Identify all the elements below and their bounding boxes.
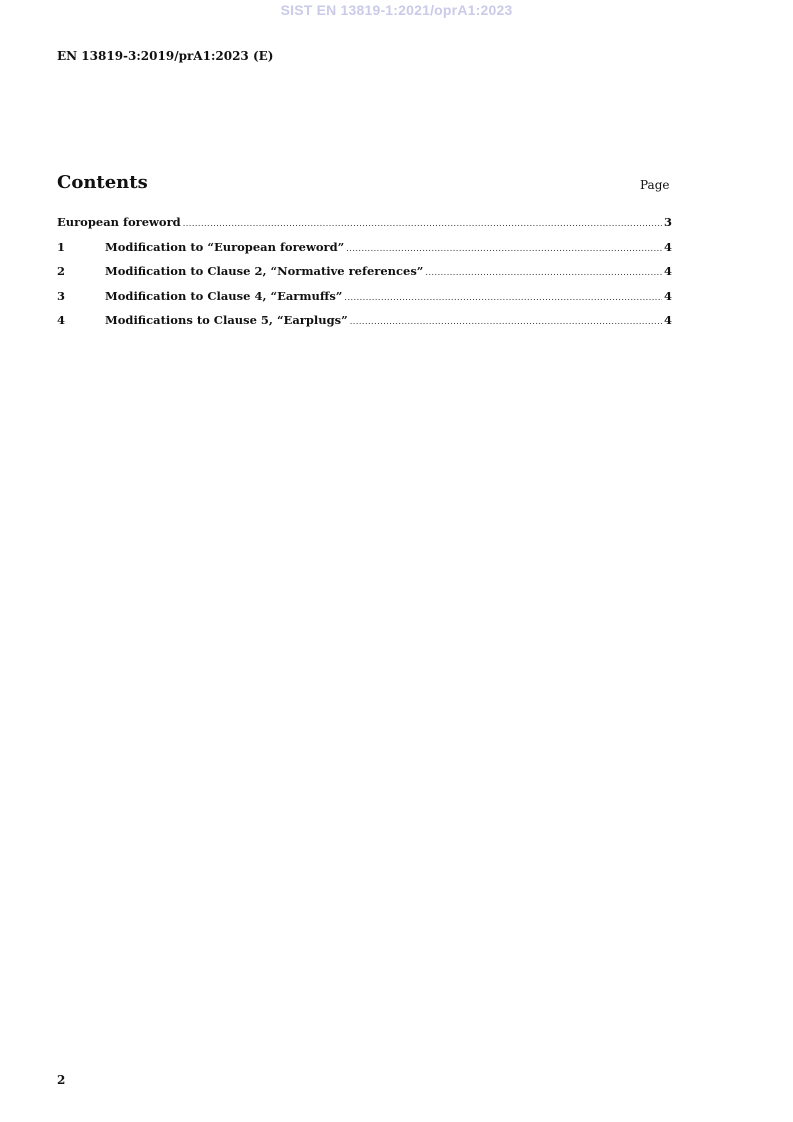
page-number: 2: [57, 1073, 66, 1087]
toc-entry-title: European foreword: [57, 215, 181, 229]
toc-entry-page: 3: [663, 215, 672, 229]
toc-entry-page: 4: [663, 264, 672, 278]
toc-entry-page: 4: [663, 239, 672, 254]
toc-leader-dots: [183, 219, 662, 228]
toc-entry-page: 4: [663, 288, 672, 303]
toc-entry-number: 2: [57, 264, 66, 278]
toc-leader-dots: [425, 268, 662, 277]
toc-entry-1[interactable]: [57, 240, 672, 265]
toc-entry-title: Modification to “European foreword”: [105, 239, 345, 254]
toc-entry-number: 3: [57, 288, 66, 303]
document-id: EN 13819-3:2019/prA1:2023 (E): [57, 49, 274, 63]
toc-entry-3[interactable]: [57, 289, 672, 314]
page-column-label: Page: [640, 178, 670, 192]
toc-entry-title: Modification to Clause 4, “Earmuffs”: [105, 288, 343, 303]
toc-entry-2[interactable]: [57, 264, 672, 289]
contents-heading: Contents: [57, 172, 148, 193]
toc-leader-dots: [344, 293, 662, 302]
watermark: SIST EN 13819-1:2021/oprA1:2023: [280, 2, 513, 18]
toc-leader-dots: [346, 244, 662, 253]
toc-leader-dots: [350, 317, 662, 326]
toc-entry-title: Modification to Clause 2, “Normative references”: [105, 264, 424, 278]
toc-entry-page: 4: [663, 313, 672, 327]
toc-entry-4[interactable]: [57, 313, 672, 338]
table-of-contents: [57, 215, 672, 338]
toc-entry-number: 1: [57, 239, 66, 254]
toc-entry-european-foreword[interactable]: [57, 215, 672, 240]
toc-entry-number: 4: [57, 313, 66, 327]
toc-entry-title: Modifications to Clause 5, “Earplugs”: [105, 313, 348, 327]
